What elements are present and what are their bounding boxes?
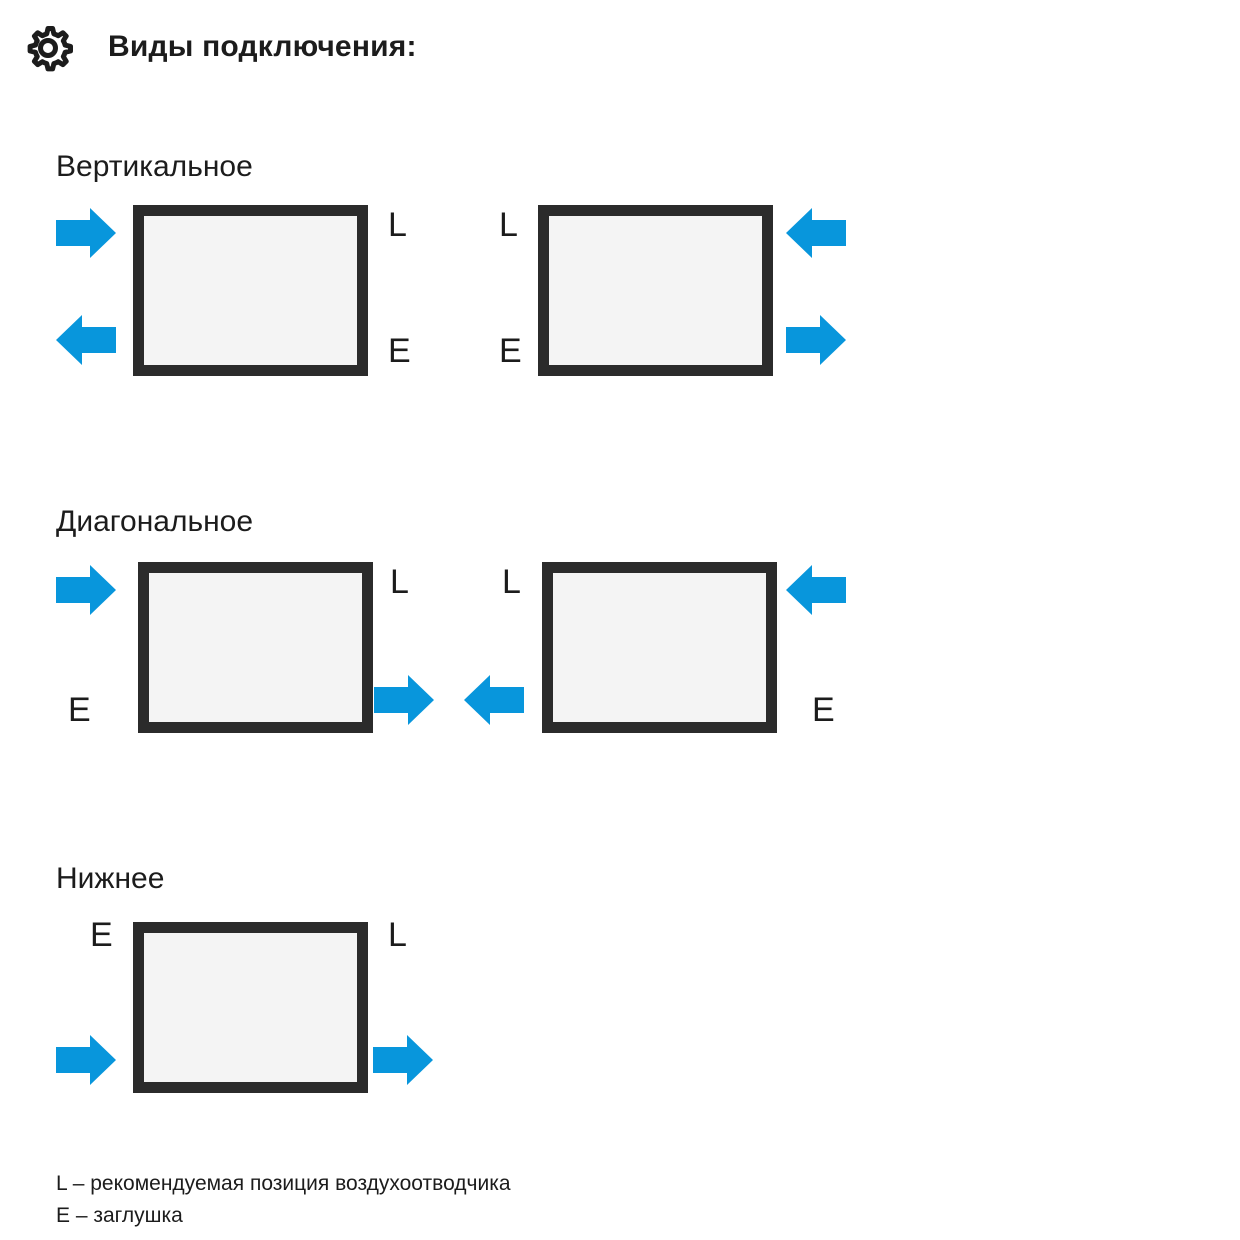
arrow-vertical-right-in-top [786,205,846,261]
radiator-diagonal-right [542,562,777,733]
label-bottom-top-right: L [388,916,407,954]
arrow-diagonal-right-in-bottom [464,672,524,728]
arrow-diagonal-left-in-top [56,562,116,618]
gear-icon [22,22,74,74]
label-vertical-right-bottom: E [499,332,522,370]
label-vertical-left-top: L [388,206,407,244]
radiator-vertical-right [538,205,773,376]
header [0,0,1240,100]
arrow-diagonal-left-out-bottom [374,672,434,728]
arrow-bottom-out-right [373,1032,433,1088]
section-title-bottom: Нижнее [56,862,165,895]
label-diagonal-right-bottom: E [812,691,835,729]
legend-line-l: L – рекомендуемая позиция воздухоотводчика [56,1172,511,1195]
label-diagonal-left-bottom: E [68,691,91,729]
radiator-diagonal-left [138,562,373,733]
page-title: Виды подключения: [108,30,417,63]
arrow-vertical-left-out-bottom [56,312,116,368]
arrow-diagonal-right-in-top [786,562,846,618]
arrow-bottom-in-left [56,1032,116,1088]
radiator-vertical-left [133,205,368,376]
label-diagonal-right-top: L [502,563,521,601]
label-bottom-top-left: E [90,916,113,954]
section-title-diagonal: Диагональное [56,505,254,538]
label-diagonal-left-top: L [390,563,409,601]
arrow-vertical-left-in-top [56,205,116,261]
radiator-bottom [133,922,368,1093]
arrow-vertical-right-out-bottom [786,312,846,368]
section-title-vertical: Вертикальное [56,150,253,183]
legend-line-e: E – заглушка [56,1204,183,1227]
label-vertical-left-bottom: E [388,332,411,370]
label-vertical-right-top: L [499,206,518,244]
